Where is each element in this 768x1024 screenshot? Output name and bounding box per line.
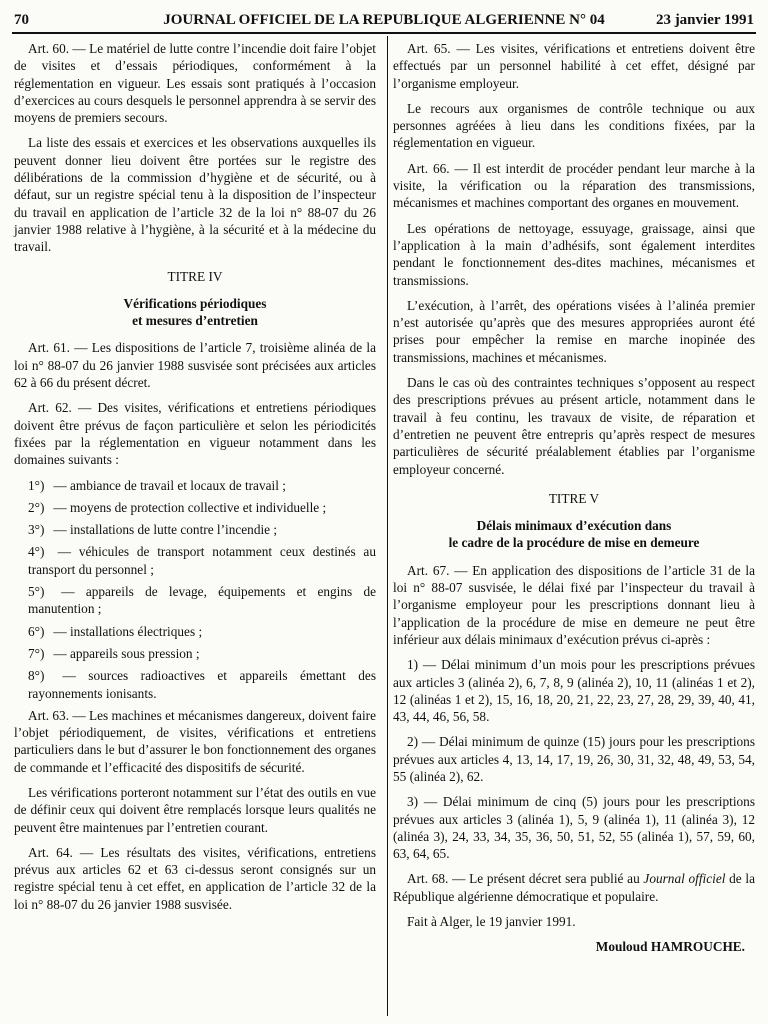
page-number: 70	[14, 12, 29, 28]
article-68-text-2: de la République algérienne démocratique et populaire.	[393, 871, 755, 904]
list-item	[14, 645, 376, 662]
article-65-paragraph-1: Art. 65. — Les visites, vérifications et entretiens doivent être effectués par un personnel habilité à cet effet, désigné par l’organisme employeur.	[393, 41, 755, 91]
article-62: Art. 62. — Des visites, vérifications et entretiens périodiques doivent être prévus de façon particulière et selon les périodicités fixées par la réglementation en vigueur notamment dans les domaines suivants :	[14, 400, 376, 468]
issue-date: 23 janvier 1991	[655, 12, 754, 28]
list-item-text: — installations électriques ;	[53, 623, 203, 639]
list-item	[14, 477, 376, 494]
list-item-number: 3°)	[28, 522, 45, 538]
list-item	[14, 667, 376, 702]
left-column	[14, 40, 376, 921]
list-item-text: — appareils sous pression ;	[53, 645, 200, 661]
article-68-text-1: Art. 68. — Le présent décret sera publié au	[407, 871, 644, 887]
titre-iv-subtitle-line-1: Vérifications périodiques	[123, 295, 267, 311]
article-68	[393, 870, 755, 905]
column-divider	[387, 36, 388, 1016]
list-item-text: — appareils de levage, équipements et engins de manutention ;	[28, 584, 376, 617]
titre-v-subtitle-line-2: le cadre de la procédure de mise en demeure	[448, 535, 700, 551]
article-66-paragraph-2: Les opérations de nettoyage, essuyage, graissage, ainsi que l’application à la main d’adhésifs, sont également interdites pendant le fonctionnement des-dites machines, mécanismes et transmissions.	[393, 220, 755, 288]
list-item	[14, 583, 376, 618]
article-61: Art. 61. — Les dispositions de l’article 7, troisième alinéa de la loi n° 88-07 du 26 janvier 1988 susvisée sont précisées aux articles 62 à 66 du présent décret.	[14, 340, 376, 391]
list-item-number: 8°)	[28, 668, 45, 684]
list-item-number: 4°)	[28, 544, 45, 560]
titre-v-subtitle-line-1: Délais minimaux d’exécution dans	[476, 518, 672, 534]
list-item	[14, 623, 376, 640]
article-60-paragraph-1: Art. 60. — Le matériel de lutte contre l’incendie doit faire l’objet de visites et d’essais périodiques, conformément à la réglementation en vigueur. Les essais sont pratiqués à l’occasion d’exercices au cours desquels le personnel apprendra à se servir des moyens de premiers secours.	[14, 41, 376, 126]
article-63-paragraph-2: Les vérifications porteront notamment sur l’état des outils en vue de définir ceux qui doivent être remplacés lorsque leurs qualités ne peuvent être maintenues par l’entretien courant.	[14, 784, 376, 835]
list-item-text: — moyens de protection collective et individuelle ;	[53, 499, 327, 515]
header-rule	[12, 32, 756, 34]
titre-iv-subtitle-line-2: et mesures d’entretien	[132, 313, 258, 329]
article-67: Art. 67. — En application des dispositions de l’article 31 de la loi n° 88-07 susvisée, le délai fixé par l’inspecteur du travail à l’organisme employeur pour les prescriptions donnant lieu à l’application de la procédure de mise en demeure ne peut être inférieur aux délais minimaux d’exécution prévus ci-après :	[393, 562, 755, 647]
titre-v-heading: TITRE V	[548, 490, 600, 506]
list-item	[14, 499, 376, 516]
list-item-text: — véhicules de transport notamment ceux destinés au transport du personnel ;	[28, 544, 376, 577]
article-63-paragraph-1: Art. 63. — Les machines et mécanismes dangereux, doivent faire l’objet périodiquement, de visites, vérifications et entretiens particuliers dans le but d’assurer le bon fonctionnement des organes de commande et l’efficacité des dispositifs de sécurité.	[14, 707, 376, 775]
list-item-number: 6°)	[28, 623, 45, 639]
article-66-paragraph-4: Dans le cas où des contraintes techniques s’opposent au respect des prescriptions prévues au présent article, notamment dans le travail à feu continu, les travaux de visite, de réparation et d’entretien ne peuvent être entrepris qu’après respect de mesures particulières de sécurité préalablement établies par l’organisme employeur concerné.	[393, 375, 755, 477]
delai-2: 2) — Délai minimum de quinze (15) jours pour les prescriptions prévues aux articles 4, 13, 14, 17, 19, 26, 30, 31, 32, 48, 49, 53, 54, 55 (alinéa 2), 62.	[393, 734, 755, 784]
article-66-paragraph-1: Art. 66. — Il est interdit de procéder pendant leur marche à la visite, la vérification ou la réparation des transmissions, mécanismes et machines comportant des organes en mouvement.	[393, 160, 755, 211]
signature: Mouloud HAMROUCHE.	[595, 939, 745, 955]
list-item-number: 5°)	[28, 584, 45, 600]
list-item-text: — ambiance de travail et locaux de travail ;	[53, 477, 286, 493]
journal-title: JOURNAL OFFICIEL DE LA REPUBLIQUE ALGERIENNE N° 04	[163, 12, 605, 28]
titre-iv-heading: TITRE IV	[167, 268, 223, 284]
titre-iv-block	[14, 268, 376, 330]
article-66-paragraph-3: L’exécution, à l’arrêt, des opérations visées à l’alinéa premier n’est autorisée qu’après que des mesures appropriées auront été prises pour empêcher la remise en marche inopinée des transmissions, machines et mécanismes.	[393, 297, 755, 365]
list-item-number: 1°)	[28, 477, 45, 493]
list-item-number: 7°)	[28, 645, 45, 661]
list-item-text: — sources radioactives et appareils émettant des rayonnements ionisants.	[28, 668, 376, 701]
list-item	[14, 521, 376, 538]
article-62-list	[14, 477, 376, 702]
right-column	[393, 40, 755, 969]
delai-1: 1) — Délai minimum d’un mois pour les prescriptions prévues aux articles 3 (alinéa 2), 6, 7, 8, 9 (alinéa 2), 10, 11 (alinéas 1 et 2), 12 (alinéas 1 et 2), 15, 16, 18, 20, 21, 22, 23, 27, 28, 29, 39, 40, 41, 43, 44, 46, 56, 58.	[393, 657, 755, 725]
place-date: Fait à Alger, le 19 janvier 1991.	[407, 914, 576, 930]
article-60-paragraph-2: La liste des essais et exercices et les observations auxquelles ils peuvent donner lieu doivent être portées sur le registre des délibérations de la commission d’hygiène et de sécurité, ou à défaut, sur un registre spécial tenu à la disposition de l’inspecteur du travail en application de l’article 32 de la loi n° 88-07 du 26 janvier 1988 relative à l’hygiène, à la sécurité et à la médecine du travail.	[14, 135, 376, 255]
article-68-journal-name: Journal officiel	[643, 871, 726, 887]
delai-3: 3) — Délai minimum de cinq (5) jours pour les prescriptions prévues aux articles 3 (alinéa 1), 5, 9 (alinéa 1), 11 (alinéa 3), 12 (alinéa 3), 24, 33, 34, 35, 36, 50, 51, 52, 55 (alinéa 1), 57, 59, 60, 63, 64, 65.	[393, 794, 755, 862]
list-item-text: — installations de lutte contre l’incendie ;	[53, 522, 278, 538]
list-item	[14, 543, 376, 578]
titre-v-block	[393, 490, 755, 552]
article-64: Art. 64. — Les résultats des visites, vérifications, entretiens prévus aux articles 62 et 63 ci-dessus seront consignés sur un registre spécial tenu à cet effet, en application de l’article 32 de la loi n° 88-07 du 26 janvier 1988 susvisée.	[14, 844, 376, 912]
article-65-paragraph-2: Le recours aux organismes de contrôle technique ou aux personnes agréées à lieu dans les conditions fixées, par la réglementation en vigueur.	[393, 100, 755, 151]
list-item-number: 2°)	[28, 499, 45, 515]
